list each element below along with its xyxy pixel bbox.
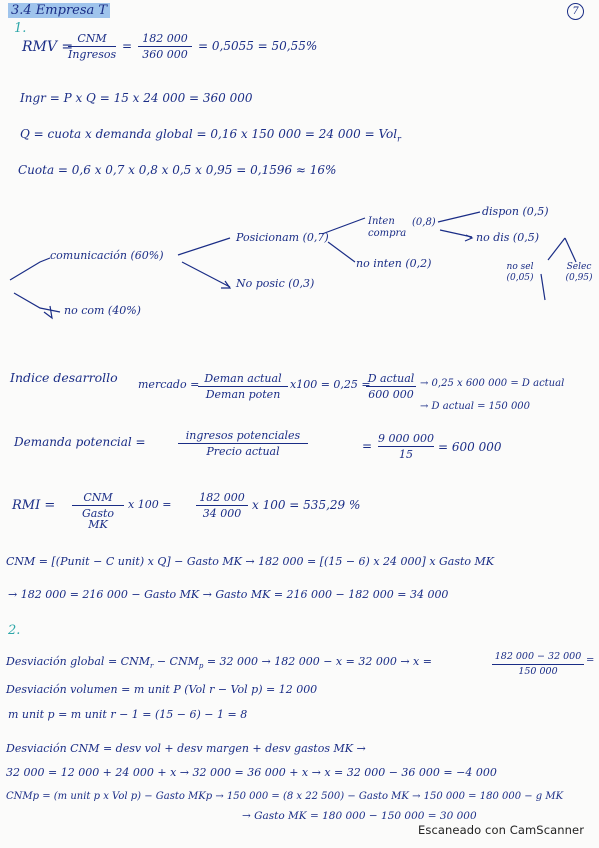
tree-no-sel: no sel (0,05)	[506, 262, 534, 283]
indice-mercado: mercado =	[138, 378, 200, 391]
rmv-fraction-values: $\frac{182 000}{360 000}$	[138, 33, 192, 60]
demanda-fraction-values: $\frac{9 000 000}{15}$	[378, 432, 434, 461]
equation-line: 32 000 = 12 000 + 24 000 + x → 32 000 = 36 000 + x → x = 32 000 − 36 000 = −4 000	[6, 766, 497, 779]
cuota-line: Cuota = 0,6 x 0,7 x 0,8 x 0,5 x 0,95 = 0,1596 ≈ 16%	[18, 163, 337, 177]
rmi-fraction: CNM Gasto MK	[72, 492, 124, 530]
rmi-x100: x 100 =	[128, 498, 172, 511]
cnm-line-1: CNM = [(Punit − C unit) x Q] − Gasto MK → 182 000 = [(15 − 6) x 24 000] x Gasto MK	[6, 555, 495, 568]
tree-no-com: no com (40%)	[64, 304, 141, 317]
tree-no-dis: no dis (0,5)	[476, 231, 539, 244]
indice-label: Indice desarrollo	[10, 370, 118, 385]
demanda-equals: =	[362, 439, 373, 453]
rmv-equals: =	[122, 39, 133, 53]
tree-no-inten: no inten (0,2)	[356, 257, 432, 270]
desviacion-global-line: Desviación global = $CNM_r - CNM_p = 32$ 000 → 182 000 − x = 32 000 → x =	[6, 655, 432, 671]
indice-fraction: Deman actual Deman poten	[198, 373, 288, 400]
margen-unitario-line: m unit p = m unit r − 1 = (15 − 6) − 1 = 8	[8, 708, 248, 721]
q-line: Q = cuota x demanda global = 0,16 x 150 000 = 24 000 = Vol$_r$	[20, 127, 401, 144]
scanner-watermark: Escaneado con CamScanner	[418, 823, 585, 837]
rmi-result: x 100 = 535,29 %	[252, 498, 361, 512]
desviacion-volumen-line: Desviación volumen = m unit P (Vol r − Vol p) = 12 000	[6, 683, 318, 696]
cnmp-line: CNMp = (m unit p x Vol p) − Gasto MKp → 150 000 = (8 x 22 500) − Gasto MK → 150 000 = 180 000 − g MK	[6, 791, 564, 802]
rmv-result: = 0,5055 = 50,55%	[198, 39, 318, 53]
rmv-fraction: CNM Ingresos	[68, 32, 117, 61]
tree-dispon: dispon (0,5)	[482, 205, 549, 218]
desviacion-global-equals: =	[586, 655, 595, 666]
rmi-fraction-values: $\frac{182 000}{34 000}$	[196, 492, 248, 519]
tree-no-posic: No posic (0,3)	[236, 277, 315, 290]
gasto-mk-final-line: → Gasto MK = 180 000 − 150 000 = 30 000	[242, 810, 477, 822]
indice-arrow2: → D actual = 150 000	[420, 401, 531, 412]
cnm-line-2: → 182 000 = 216 000 − Gasto MK → Gasto MK = 216 000 − 182 000 = 34 000	[8, 588, 449, 601]
indice-fraction-values: D actual 600 000	[367, 372, 415, 401]
tree-comunicacion: comunicación (60%)	[50, 249, 164, 262]
ingresos-line: Ingr = P x Q = 15 x 24 000 = 360 000	[20, 91, 253, 105]
tree-posicionam: Posicionam (0,7)	[236, 231, 329, 244]
part-2-number: 2.	[8, 623, 21, 638]
rmv-label: RMV =	[22, 39, 74, 55]
page-number: 7	[567, 3, 584, 20]
desviacion-cnm-line: Desviación CNM = desv vol + desv margen + desv gastos MK →	[6, 742, 366, 755]
demanda-fraction: ingresos potenciales Precio actual	[178, 430, 308, 457]
demanda-result: = 600 000	[438, 440, 502, 454]
tree-inten-value: (0,8)	[412, 217, 436, 228]
indice-arrow1: → 0,25 x 600 000 = D actual	[420, 378, 565, 389]
rmi-label: RMI =	[12, 498, 56, 513]
demanda-label: Demanda potencial =	[14, 435, 146, 449]
tree-inten-compra: Inten compra	[368, 216, 407, 239]
tree-selec: Selec (0,95)	[565, 262, 593, 283]
desviacion-global-fraction: $\frac{182 000 - 32 000}{150 000}$	[492, 652, 584, 676]
indice-x100: x100 = 0,25 =	[290, 378, 371, 391]
part-1-number: 1.	[14, 21, 27, 36]
section-heading: 3.4 Empresa T	[8, 4, 110, 17]
